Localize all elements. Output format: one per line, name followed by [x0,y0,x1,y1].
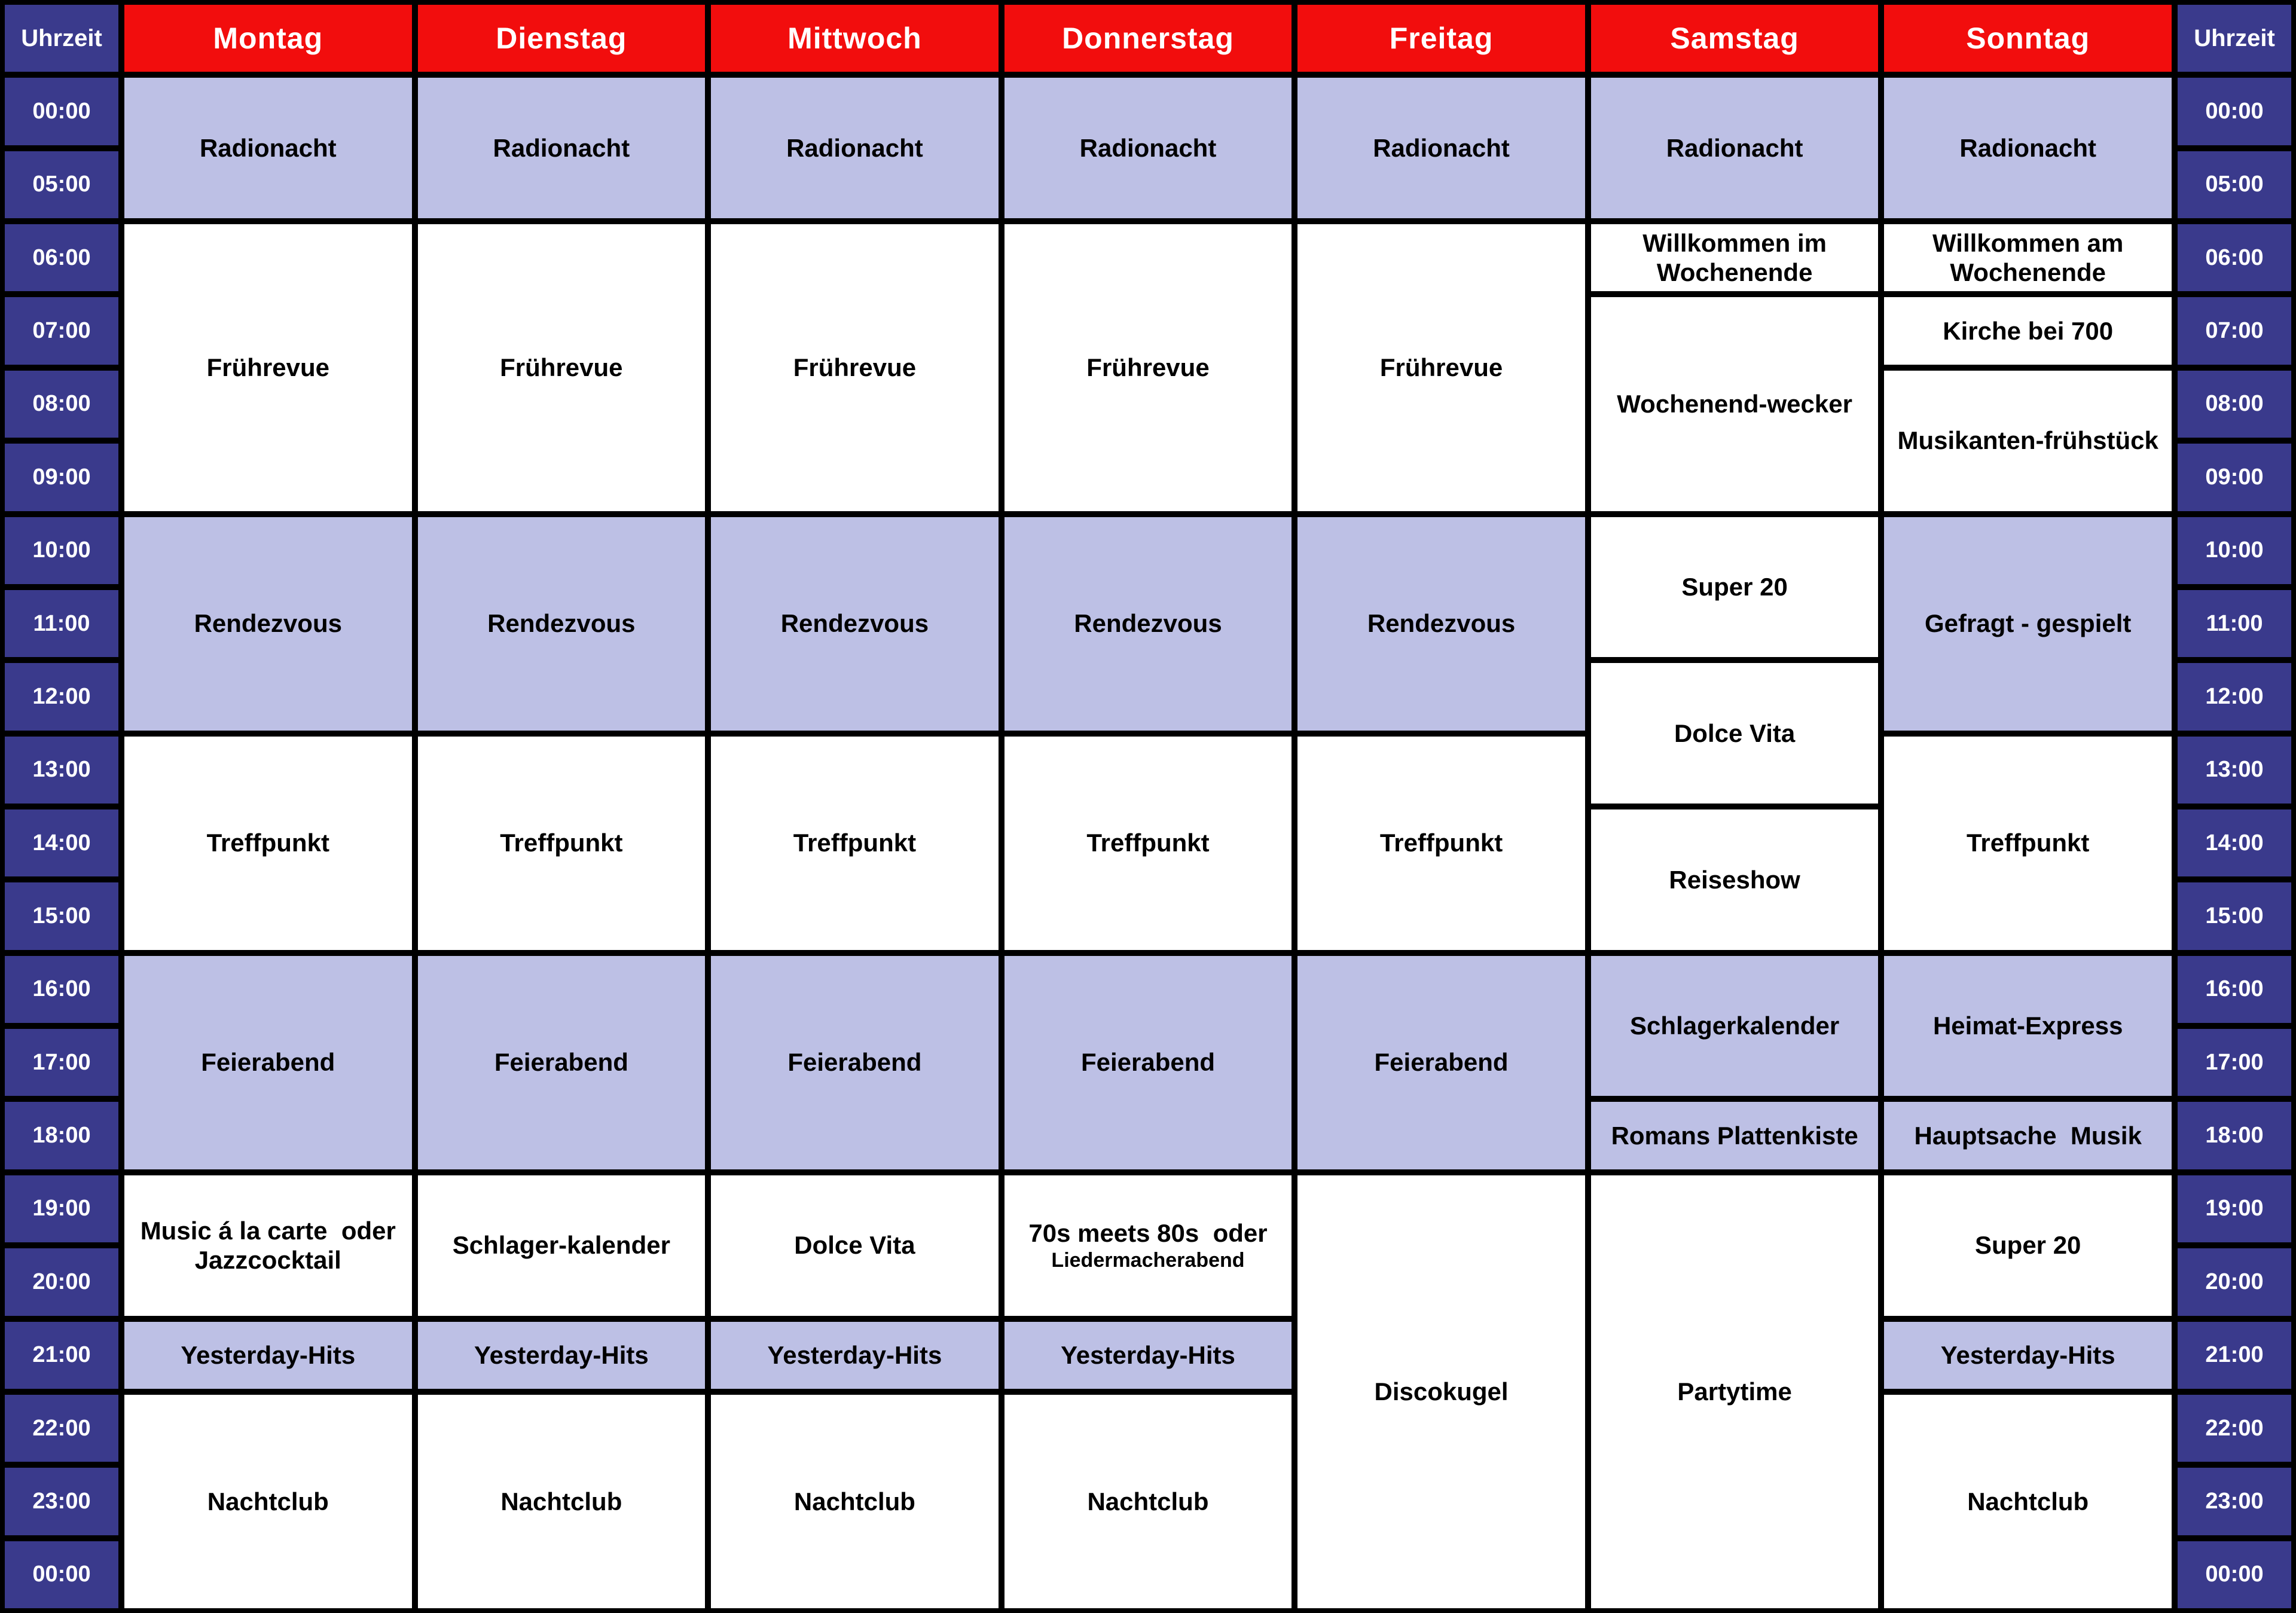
program-donnerstag-fr-hrevue [1004,224,1292,511]
program-label: Wochenende [1950,258,2106,287]
program-label: Reiseshow [1669,865,1800,894]
program-montag-treffpunkt [124,737,412,950]
time-right-4: 08:00 [2178,371,2291,438]
program-label: Treffpunkt [1379,829,1503,857]
program-label: Yesterday-Hits [767,1340,942,1369]
program-sonntag-radionacht [1884,78,2172,218]
uhrzeit-header-right: Uhrzeit [2178,5,2291,72]
time-left-18: 22:00 [5,1395,118,1462]
time-right-9: 13:00 [2178,737,2291,804]
time-left-8: 12:00 [5,663,118,730]
program-donnerstag-treffpunkt [1004,737,1292,950]
program-label: Feierabend [787,1048,922,1077]
time-left-0: 00:00 [5,78,118,145]
time-left-19: 23:00 [5,1468,118,1535]
program-label: Romans Plattenkiste [1611,1121,1858,1150]
program-montag-fr-hrevue [124,224,412,511]
program-freitag-treffpunkt [1297,737,1585,950]
program-label: Yesterday-Hits [181,1340,356,1369]
program-freitag-feierabend [1297,956,1585,1169]
program-mittwoch-feierabend [711,956,999,1169]
program-label: Willkommen im [1642,228,1827,257]
time-left-12: 16:00 [5,956,118,1023]
program-label: Yesterday-Hits [1940,1340,2115,1369]
program-label: Dolce Vita [794,1231,915,1260]
program-freitag-rendezvous [1297,517,1585,731]
time-left-2: 06:00 [5,224,118,291]
day-header-dienstag: Dienstag [418,5,706,72]
program-donnerstag-yesterday-hits [1004,1322,1292,1389]
time-right-10: 14:00 [2178,809,2291,876]
program-sonntag-nachtclub [1884,1395,2172,1608]
program-label: Feierabend [494,1048,628,1077]
program-label: Frührevue [500,353,623,382]
time-right-3: 07:00 [2178,297,2291,364]
time-left-20: 00:00 [5,1541,118,1608]
time-left-16: 20:00 [5,1248,118,1315]
program-label: Heimat-Express [1932,1012,2123,1040]
program-samstag-romans-plattenkiste [1591,1102,1879,1169]
program-label: Radionacht [1373,133,1510,162]
program-label: Radionacht [1666,133,1803,162]
program-label: Treffpunkt [500,829,623,857]
program-montag-yesterday-hits [124,1322,412,1389]
program-mittwoch-fr-hrevue [711,224,999,511]
time-right-20: 00:00 [2178,1541,2291,1608]
program-label: Radionacht [1959,133,2097,162]
program-label: Treffpunkt [1967,829,2090,857]
program-label: Nachtclub [793,1487,915,1516]
time-left-14: 18:00 [5,1102,118,1169]
time-right-1: 05:00 [2178,151,2291,218]
program-samstag-willkommen-im [1591,224,1879,291]
program-label: Rendezvous [1367,609,1516,638]
program-label: Treffpunkt [793,829,917,857]
program-dienstag-feierabend [418,956,706,1169]
time-right-16: 20:00 [2178,1248,2291,1315]
program-label: Rendezvous [194,609,342,638]
program-dienstag-schlager-kalender [418,1175,706,1316]
program-label: Liedermacherabend [1051,1248,1245,1272]
time-left-13: 17:00 [5,1029,118,1096]
program-label: Nachtclub [500,1487,622,1516]
time-right-19: 23:00 [2178,1468,2291,1535]
program-label: Wochenende [1656,258,1813,287]
program-label: Rendezvous [780,609,929,638]
program-samstag-reiseshow [1591,809,1879,950]
day-header-montag: Montag [124,5,412,72]
program-sonntag-super-20 [1884,1175,2172,1316]
program-sonntag-heimat-express [1884,956,2172,1096]
program-samstag-wochenend-wecker [1591,297,1879,511]
program-mittwoch-treffpunkt [711,737,999,950]
program-label: Frührevue [793,353,917,382]
time-right-5: 09:00 [2178,444,2291,511]
program-label: Schlagerkalender [1630,1012,1840,1040]
program-label: Super 20 [1975,1231,2081,1260]
time-left-7: 11:00 [5,590,118,657]
time-left-11: 15:00 [5,882,118,949]
program-mittwoch-rendezvous [711,517,999,731]
time-right-14: 18:00 [2178,1102,2291,1169]
program-label: Yesterday-Hits [474,1340,649,1369]
program-freitag-discokugel [1297,1175,1585,1608]
program-freitag-fr-hrevue [1297,224,1585,511]
program-label: Nachtclub [207,1487,329,1516]
program-sonntag-musikanten-fr-hst-ck [1884,371,2172,511]
program-label: Frührevue [1379,353,1503,382]
time-right-8: 12:00 [2178,663,2291,730]
program-label: Wochenend-wecker [1617,390,1852,418]
time-left-1: 05:00 [5,151,118,218]
time-right-17: 21:00 [2178,1322,2291,1389]
program-label: Willkommen am [1932,228,2124,257]
program-donnerstag-70s-meets-80s-oder [1004,1175,1292,1316]
program-sonntag-yesterday-hits [1884,1322,2172,1389]
time-left-4: 08:00 [5,371,118,438]
program-montag-nachtclub [124,1395,412,1608]
program-donnerstag-rendezvous [1004,517,1292,731]
program-dienstag-nachtclub [418,1395,706,1608]
time-right-7: 11:00 [2178,590,2291,657]
program-samstag-super-20 [1591,517,1879,658]
program-sonntag-treffpunkt [1884,737,2172,950]
program-dienstag-rendezvous [418,517,706,731]
program-label: Yesterday-Hits [1061,1340,1235,1369]
program-mittwoch-nachtclub [711,1395,999,1608]
time-right-11: 15:00 [2178,882,2291,949]
program-label: Jazzcocktail [194,1246,341,1275]
program-samstag-schlagerkalender [1591,956,1879,1096]
program-label: Radionacht [493,133,630,162]
day-header-freitag: Freitag [1297,5,1585,72]
program-montag-music-la-carte-oder [124,1175,412,1316]
program-sonntag-hauptsache-musik [1884,1102,2172,1169]
program-label: Musikanten-frühstück [1897,426,2158,455]
program-donnerstag-nachtclub [1004,1395,1292,1608]
program-label: Radionacht [199,133,337,162]
program-mittwoch-dolce-vita [711,1175,999,1316]
program-dienstag-yesterday-hits [418,1322,706,1389]
program-freitag-radionacht [1297,78,1585,218]
program-donnerstag-radionacht [1004,78,1292,218]
day-header-mittwoch: Mittwoch [711,5,999,72]
program-label: Music á la carte oder [140,1216,396,1245]
program-label: Dolce Vita [1674,719,1796,747]
time-right-2: 06:00 [2178,224,2291,291]
program-label: Hauptsache Musik [1914,1121,2142,1150]
program-dienstag-radionacht [418,78,706,218]
program-montag-feierabend [124,956,412,1169]
program-label: Treffpunkt [206,829,329,857]
uhrzeit-header-left: Uhrzeit [5,5,118,72]
time-left-6: 10:00 [5,517,118,584]
program-label: Frührevue [1086,353,1210,382]
program-label: Super 20 [1681,573,1788,601]
program-label: Gefragt - gespielt [1925,609,2132,638]
program-sonntag-kirche-bei-700 [1884,297,2172,364]
program-sonntag-willkommen-am [1884,224,2172,291]
program-label: Nachtclub [1967,1487,2089,1516]
program-label: Discokugel [1374,1377,1509,1406]
program-samstag-dolce-vita [1591,663,1879,804]
day-header-samstag: Samstag [1591,5,1879,72]
program-donnerstag-feierabend [1004,956,1292,1169]
time-left-17: 21:00 [5,1322,118,1389]
program-dienstag-fr-hrevue [418,224,706,511]
program-label: Feierabend [201,1048,335,1077]
time-right-6: 10:00 [2178,517,2291,584]
program-label: Rendezvous [487,609,636,638]
program-mittwoch-yesterday-hits [711,1322,999,1389]
time-left-10: 14:00 [5,809,118,876]
program-sonntag-gefragt-gespielt [1884,517,2172,731]
time-right-15: 19:00 [2178,1175,2291,1242]
time-left-9: 13:00 [5,737,118,804]
program-label: Schlager-kalender [452,1231,670,1260]
program-label: Rendezvous [1074,609,1222,638]
program-label: Partytime [1677,1377,1792,1406]
program-label: Radionacht [1079,133,1217,162]
program-label: 70s meets 80s oder [1028,1219,1268,1248]
time-right-13: 17:00 [2178,1029,2291,1096]
time-left-3: 07:00 [5,297,118,364]
program-label: Feierabend [1080,1048,1216,1077]
program-dienstag-treffpunkt [418,737,706,950]
time-right-18: 22:00 [2178,1395,2291,1462]
time-left-15: 19:00 [5,1175,118,1242]
program-label: Treffpunkt [1086,829,1210,857]
day-header-sonntag: Sonntag [1884,5,2172,72]
program-label: Feierabend [1374,1048,1509,1077]
program-montag-radionacht [124,78,412,218]
day-header-donnerstag: Donnerstag [1004,5,1292,72]
time-left-5: 09:00 [5,444,118,511]
program-montag-rendezvous [124,517,412,731]
program-label: Frührevue [206,353,329,382]
program-label: Radionacht [786,133,923,162]
time-right-0: 00:00 [2178,78,2291,145]
program-label: Kirche bei 700 [1943,316,2114,345]
program-samstag-radionacht [1591,78,1879,218]
program-label: Nachtclub [1087,1487,1209,1516]
program-mittwoch-radionacht [711,78,999,218]
program-samstag-partytime [1591,1175,1879,1608]
time-right-12: 16:00 [2178,956,2291,1023]
